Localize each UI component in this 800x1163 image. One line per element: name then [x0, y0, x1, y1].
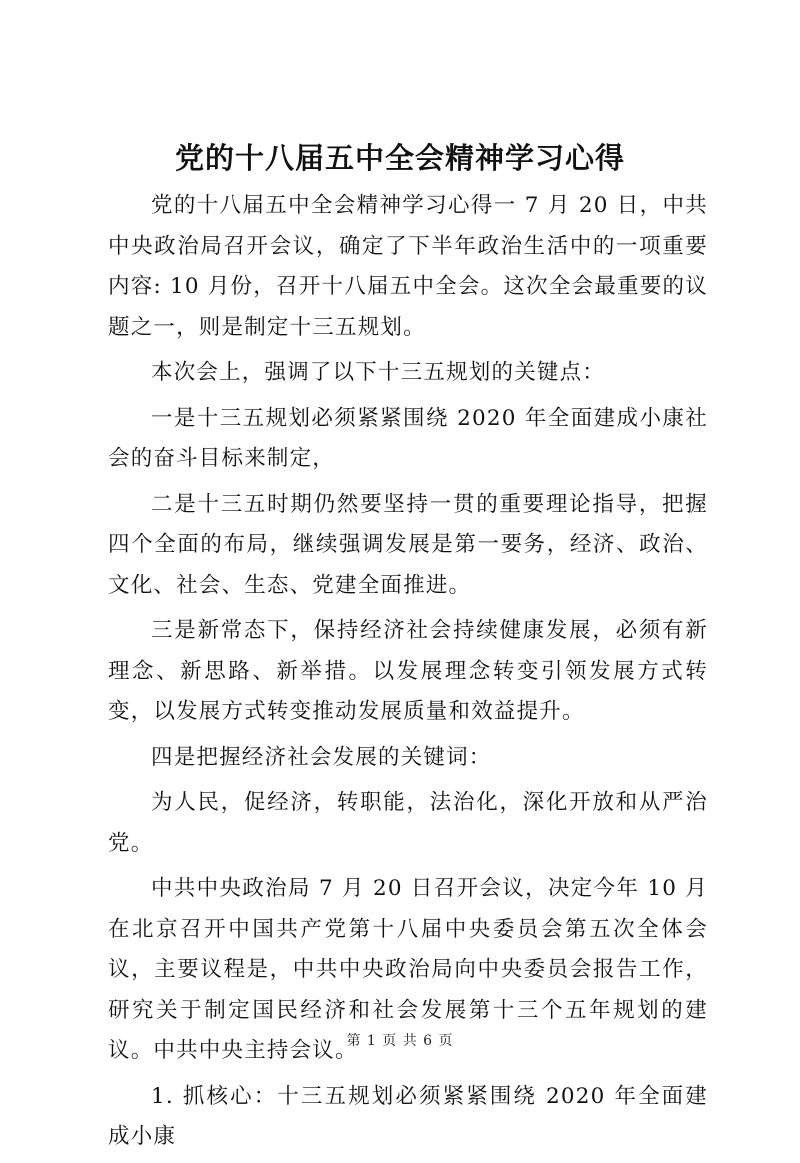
document-body — [108, 186, 708, 1163]
paragraph: 1. 抓核心：十三五规划必须紧紧围绕 2020 年全面建成小康 — [108, 1083, 708, 1149]
paragraph: 二是十三五时期仍然要坚持一贯的重要理论指导，把握四个全面的布局，继续强调发展是第一要务，经济、政治、文化、社会、生态、党建全面推进。 — [108, 491, 708, 598]
page-footer: 第 1 页 共 6 页 — [346, 1033, 454, 1049]
paragraph: 三是新常态下，保持经济社会持续健康发展，必须有新理念、新思路、新举措。以发展理念转变引领发展方式转变，以发展方式转变推动发展质量和效益提升。 — [108, 618, 708, 724]
paragraph: 本次会上，强调了以下十三五规划的关键点： — [151, 360, 606, 385]
paragraph: 为人民，促经济，转职能，法治化，深化开放和从严治党。 — [108, 790, 708, 856]
paragraph: 中共中央政治局 7 月 20 日召开会议，决定今年 10 月在北京召开中国共产党第十八届中央委员会第五次全体会议，主要议程是，中共中央政治局向中央委员会报告工作，研究关于制定国民经济和社会发展第十三个五年规划的建议。中共中央主持会议。 — [108, 876, 708, 1063]
document-title: 党的十八届五中全会精神学习心得 — [174, 141, 625, 175]
paragraph: 一是十三五规划必须紧紧围绕 2020 年全面建成小康社会的奋斗目标来制定， — [108, 405, 708, 471]
paragraph: 四是把握经济社会发展的关键词： — [151, 744, 492, 770]
paragraph: 党的十八届五中全会精神学习心得一 7 月 20 日，中共中央政治局召开会议，确定了下半年政治生活中的一项重要内容: 10 月份，召开十八届五中全会。这次全会最重要的议题之一，则是制定十三五规划。 — [108, 193, 708, 340]
